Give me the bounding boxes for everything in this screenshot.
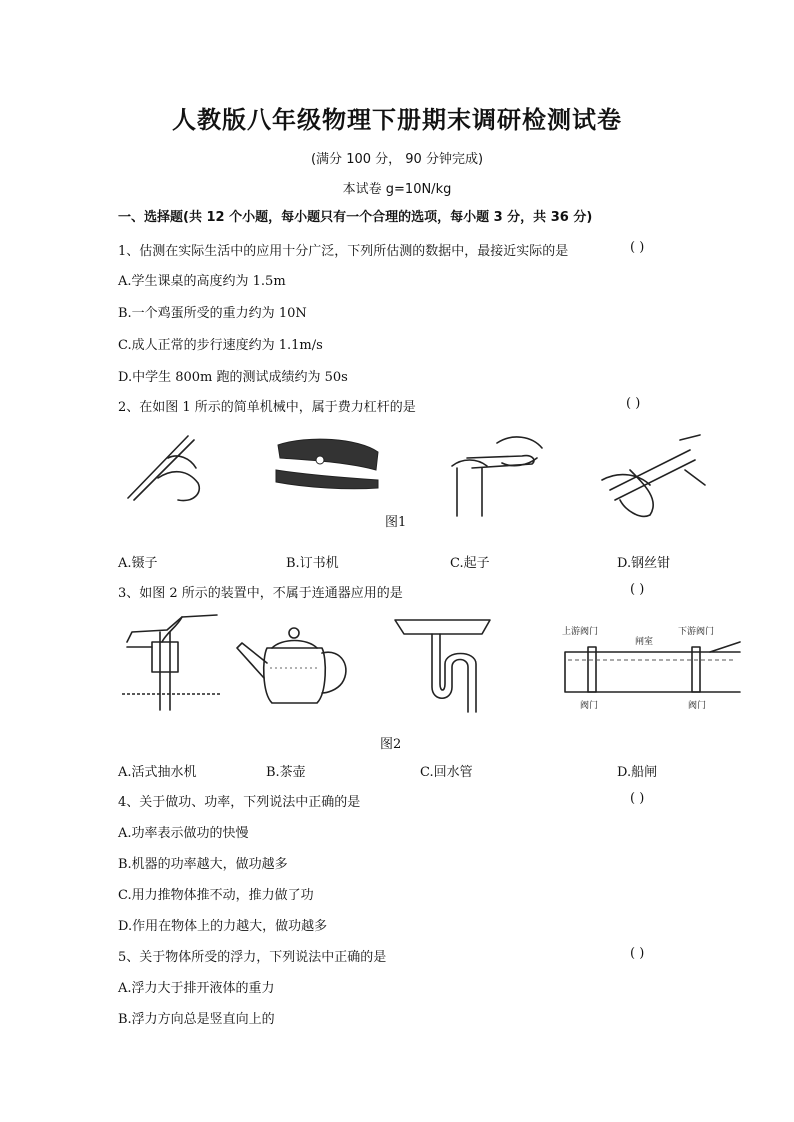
exam-title: 人教版八年级物理下册期末调研检测试卷	[172, 105, 622, 134]
q2-option-d: D.钢丝钳	[617, 556, 671, 571]
lock-label-gate-right: 阀门	[688, 701, 707, 711]
wire-pliers-figure	[600, 430, 710, 520]
section-heading: 一、选择题(共 12 个小题，每小题只有一个合理的选项，每小题 3 分，共 36 分)	[118, 210, 593, 225]
answer-paren: ( )	[630, 240, 645, 255]
teapot-figure	[232, 618, 354, 708]
q1-option-a: A.学生课桌的高度约为 1.5m	[118, 274, 286, 289]
q3-option-d: D.船闸	[617, 765, 658, 780]
lock-label-chamber: 闸室	[635, 637, 654, 647]
q3-option-c: C.回水管	[420, 765, 473, 780]
lock-label-downstream-gate: 下游阀门	[678, 627, 715, 637]
question-5-stem: 5、关于物体所受的浮力，下列说法中正确的是	[118, 950, 387, 965]
answer-paren: ( )	[630, 582, 645, 597]
lock-label-upstream-gate: 上游阀门	[562, 627, 599, 637]
q2-option-b: B.订书机	[286, 556, 339, 571]
lock-label-gate-left: 阀门	[580, 701, 599, 711]
q4-option-c: C.用力推物体推不动，推力做了功	[118, 888, 314, 903]
q2-option-a: A.镊子	[118, 556, 158, 571]
q4-option-b: B.机器的功率越大，做功越多	[118, 857, 288, 872]
question-3-stem: 3、如图 2 所示的装置中，不属于连通器应用的是	[118, 586, 403, 601]
figure-2-caption: 图2	[380, 737, 402, 752]
q1-option-c: C.成人正常的步行速度约为 1.1m/s	[118, 338, 323, 353]
ship-lock-figure	[560, 622, 740, 712]
q1-option-d: D.中学生 800m 跑的测试成绩约为 50s	[118, 370, 348, 385]
q4-option-d: D.作用在物体上的力越大，做功越多	[118, 919, 328, 934]
exam-note: 本试卷 g=10N/kg	[342, 182, 452, 197]
answer-paren: ( )	[630, 946, 645, 961]
exam-subtitle: (满分 100 分， 90 分钟完成)	[310, 152, 484, 167]
q5-option-b: B.浮力方向总是竖直向上的	[118, 1012, 275, 1027]
q5-option-a: A.浮力大于排开液体的重力	[118, 981, 275, 996]
q4-option-a: A.功率表示做功的快慢	[118, 826, 249, 841]
stapler-figure	[268, 430, 383, 495]
bottle-opener-figure	[442, 428, 547, 518]
q2-option-c: C.起子	[450, 556, 490, 571]
figure-1-caption: 图1	[385, 515, 407, 530]
q1-option-b: B.一个鸡蛋所受的重力约为 10N	[118, 306, 307, 321]
water-pump-figure	[122, 612, 222, 712]
q3-option-b: B.茶壶	[266, 765, 306, 780]
question-1-stem: 1、估测在实际生活中的应用十分广泛，下列所估测的数据中，最接近实际的是	[118, 244, 569, 259]
return-pipe-figure	[390, 612, 495, 712]
answer-paren: ( )	[630, 791, 645, 806]
question-4-stem: 4、关于做功、功率，下列说法中正确的是	[118, 795, 361, 810]
tweezers-figure	[118, 428, 218, 508]
q3-option-a: A.活式抽水机	[118, 765, 197, 780]
question-2-stem: 2、在如图 1 所示的简单机械中，属于费力杠杆的是	[118, 400, 416, 415]
answer-paren: ( )	[626, 396, 641, 411]
